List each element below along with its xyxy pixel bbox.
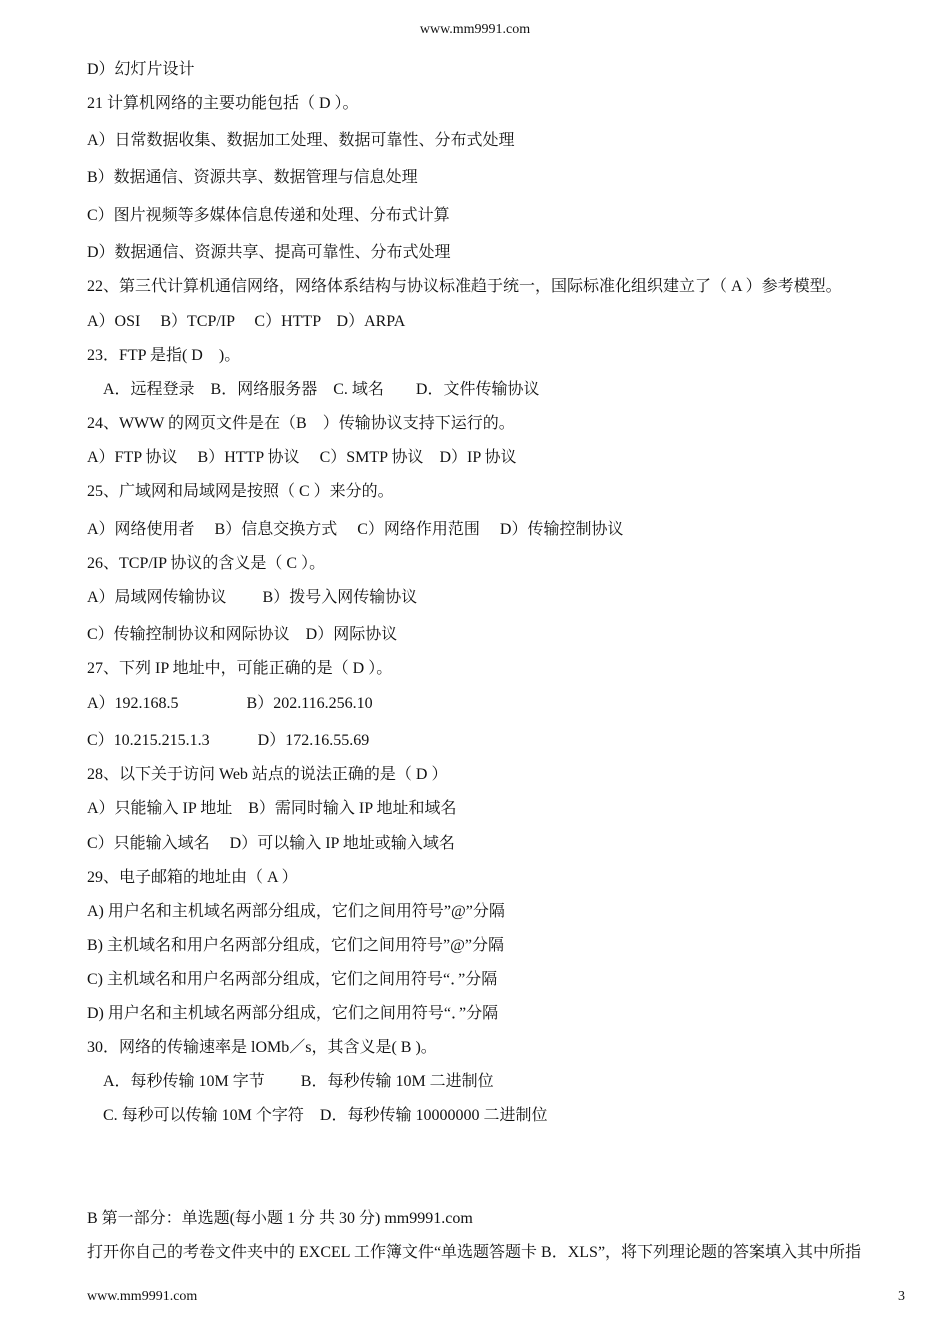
option-line: C）10.215.215.1.3 D）172.16.55.69 <box>87 732 370 749</box>
text-line: D）幻灯片设计 <box>87 61 195 78</box>
option-line: A）OSI B）TCP/IP C）HTTP D）ARPA <box>87 313 406 330</box>
question-21: 21 计算机网络的主要功能包括（ D ）。 <box>87 95 359 112</box>
question-29: 29、电子邮箱的地址由（ A ） <box>87 869 298 886</box>
option-line: A）日常数据收集、数据加工处理、数据可靠性、分布式处理 <box>87 132 515 149</box>
question-30: 30．网络的传输速率是 lOMb／s，其含义是( B )。 <box>87 1039 437 1056</box>
option-line: C. 每秒可以传输 10M 个字符 D．每秒传输 10000000 二进制位 <box>103 1107 548 1124</box>
section-heading: B 第一部分：单选题(每小题 1 分 共 30 分) mm9991.com <box>87 1210 473 1227</box>
page-number: 3 <box>898 1289 905 1304</box>
option-line: B) 主机域名和用户名两部分组成，它们之间用符号”@”分隔 <box>87 937 504 954</box>
option-line: A）局域网传输协议 B）拨号入网传输协议 <box>87 589 418 606</box>
option-line: A）FTP 协议 B）HTTP 协议 C）SMTP 协议 D）IP 协议 <box>87 449 517 466</box>
option-line: D) 用户名和主机域名两部分组成，它们之间用符号“．”分隔 <box>87 1005 499 1022</box>
question-27: 27、下列 IP 地址中，可能正确的是（ D ）。 <box>87 660 393 677</box>
option-line: C）传输控制协议和网际协议 D）网际协议 <box>87 626 398 643</box>
page-header: www.mm9991.com <box>419 22 531 37</box>
option-line: A) 用户名和主机域名两部分组成，它们之间用符号”@”分隔 <box>87 903 505 920</box>
page-footer-site: www.mm9991.com <box>87 1289 198 1304</box>
option-line: A）只能输入 IP 地址 B）需同时输入 IP 地址和域名 <box>87 800 457 817</box>
option-line: A．每秒传输 10M 字节 B．每秒传输 10M 二进制位 <box>103 1073 494 1090</box>
instruction-text: 打开你自己的考卷文件夹中的 EXCEL 工作簿文件“单选题答题卡 B．XLS”，将下列理论题的答案填入其中所指 <box>87 1244 862 1261</box>
option-line: B）数据通信、资源共享、数据管理与信息处理 <box>87 169 418 186</box>
option-line: A）192.168.5 B）202.116.256.10 <box>87 695 373 712</box>
question-26: 26、TCP/IP 协议的含义是（ C ）。 <box>87 555 326 572</box>
option-line: C）只能输入域名 D）可以输入 IP 地址或输入域名 <box>87 835 455 852</box>
question-24: 24、WWW 的网页文件是在（B ）传输协议支持下运行的。 <box>87 415 515 432</box>
question-25: 25、广域网和局域网是按照（ C ）来分的。 <box>87 483 394 500</box>
option-line: A）网络使用者 B）信息交换方式 C）网络作用范围 D）传输控制协议 <box>87 521 624 538</box>
question-28: 28、以下关于访问 Web 站点的说法正确的是（ D ） <box>87 766 448 783</box>
option-line: A．远程登录 B．网络服务器 C. 域名 D．文件传输协议 <box>103 381 540 398</box>
option-line: D）数据通信、资源共享、提高可靠性、分布式处理 <box>87 244 451 261</box>
question-22: 22、第三代计算机通信网络，网络体系结构与协议标准趋于统一，国际标准化组织建立了（ A ）参考模型。 <box>87 278 842 295</box>
question-23: 23．FTP 是指( D )。 <box>87 347 241 364</box>
option-line: C) 主机域名和用户名两部分组成，它们之间用符号“．”分隔 <box>87 971 498 988</box>
option-line: C）图片视频等多媒体信息传递和处理、分布式计算 <box>87 207 450 224</box>
